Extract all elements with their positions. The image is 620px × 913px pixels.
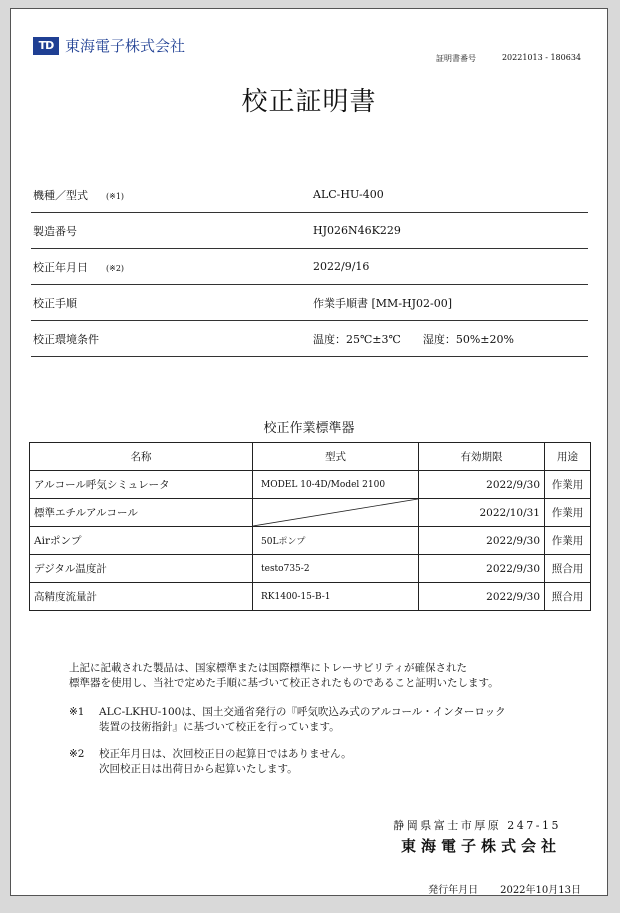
info-value-temperature: 温度：25℃±3℃ xyxy=(313,332,401,346)
cell-use: 照合用 xyxy=(545,583,591,611)
info-value: ALC-HU-400 xyxy=(313,188,384,201)
statement-line: 標準器を使用し、当社で定めた手順に基づいて校正されたものであること証明いたします。 xyxy=(69,677,499,689)
footnote-line: 装置の技術指針』に基づいて校正を行っています。 xyxy=(99,721,340,733)
cell-expiry: 2022/9/30 xyxy=(419,555,545,583)
table-row xyxy=(30,527,591,555)
footnote-2 xyxy=(69,747,589,777)
info-value: HJ026N46K229 xyxy=(313,224,401,237)
footnote-line: ALC-LKHU-100は、国土交通省発行の『呼気吹込み式のアルコール・インターロック xyxy=(99,706,506,718)
cell-use: 作業用 xyxy=(545,527,591,555)
issue-date-value: 2022年10月13日 xyxy=(500,885,581,896)
company-logo xyxy=(33,35,185,56)
table-row xyxy=(30,471,591,499)
footnote-line: 校正年月日は、次回校正日の起算日ではありません。 xyxy=(99,748,352,760)
cell-expiry: 2022/10/31 xyxy=(419,499,545,527)
info-note: (※2) xyxy=(106,263,125,273)
info-label: 製造番号 xyxy=(33,224,77,238)
info-row-model xyxy=(31,177,588,213)
info-row-date xyxy=(31,249,588,285)
cell-name: 高精度流量計 xyxy=(30,583,253,611)
cert-no-label: 証明書番号 xyxy=(435,54,476,63)
cell-name: アルコール呼気シミュレータ xyxy=(30,471,253,499)
cell-expiry: 2022/9/30 xyxy=(419,583,545,611)
table-row xyxy=(30,583,591,611)
logo-company-name: 東海電子株式会社 xyxy=(65,37,186,55)
certification-statement xyxy=(69,661,589,691)
info-row-serial xyxy=(31,213,588,249)
cell-model: testo735-2 xyxy=(253,555,419,583)
info-row-environment xyxy=(31,321,588,357)
footnote-line: 次回校正日は出荷日から起算いたします。 xyxy=(99,763,298,775)
info-label: 校正年月日 xyxy=(33,260,88,274)
table-row xyxy=(30,555,591,583)
cell-use: 作業用 xyxy=(545,471,591,499)
standards-title: 校正作業標準器 xyxy=(263,421,355,436)
info-note: (※1) xyxy=(106,191,125,201)
issue-date-label: 発行年月日 xyxy=(428,885,479,896)
table-header-row xyxy=(30,443,591,471)
cell-expiry: 2022/9/30 xyxy=(419,471,545,499)
cell-model: MODEL 10-4D/Model 2100 xyxy=(253,471,419,499)
cell-use: 照合用 xyxy=(545,555,591,583)
footnote-1 xyxy=(69,705,589,735)
issuer-company-name: 東海電子株式会社 xyxy=(400,837,561,855)
info-label: 校正手順 xyxy=(33,296,77,310)
certificate-number xyxy=(436,53,581,64)
issue-date xyxy=(428,881,581,896)
column-header-expiry: 有効期限 xyxy=(419,443,545,471)
footnote-mark: ※2 xyxy=(69,748,85,760)
cell-name: 標準エチルアルコール xyxy=(30,499,253,527)
cell-model: 50Lポンプ xyxy=(253,527,419,555)
column-header-use: 用途 xyxy=(545,443,591,471)
company-address: 静岡県富士市厚原 247-15 xyxy=(393,819,561,832)
certificate-page xyxy=(10,8,608,896)
info-section xyxy=(31,177,588,357)
cell-expiry: 2022/9/30 xyxy=(419,527,545,555)
info-label: 校正環境条件 xyxy=(33,332,99,346)
cell-use: 作業用 xyxy=(545,499,591,527)
page-title: 校正証明書 xyxy=(241,87,377,117)
cell-model: RK1400-15-B-1 xyxy=(253,583,419,611)
column-header-name: 名称 xyxy=(30,443,253,471)
column-header-model: 型式 xyxy=(253,443,419,471)
info-value: 2022/9/16 xyxy=(313,260,370,273)
statement-line: 上記に記載された製品は、国家標準または国際標準にトレーサビリティが確保された xyxy=(69,662,467,674)
diagonal-strike-line xyxy=(253,499,418,526)
cell-name: デジタル温度計 xyxy=(30,555,253,583)
table-row xyxy=(30,499,591,527)
info-row-procedure xyxy=(31,285,588,321)
info-value: 作業手順書 [MM-HJ02-00] xyxy=(313,296,453,310)
cert-no-value: 20221013 - 180634 xyxy=(501,53,581,62)
cell-name: Airポンプ xyxy=(30,527,253,555)
logo-mark-icon: TD xyxy=(33,37,59,55)
info-value-humidity: 湿度：50%±20% xyxy=(422,332,514,346)
footnote-mark: ※1 xyxy=(69,706,85,718)
cell-model-empty xyxy=(253,499,419,527)
standards-table xyxy=(29,442,591,611)
info-label: 機種／型式 xyxy=(33,188,88,202)
